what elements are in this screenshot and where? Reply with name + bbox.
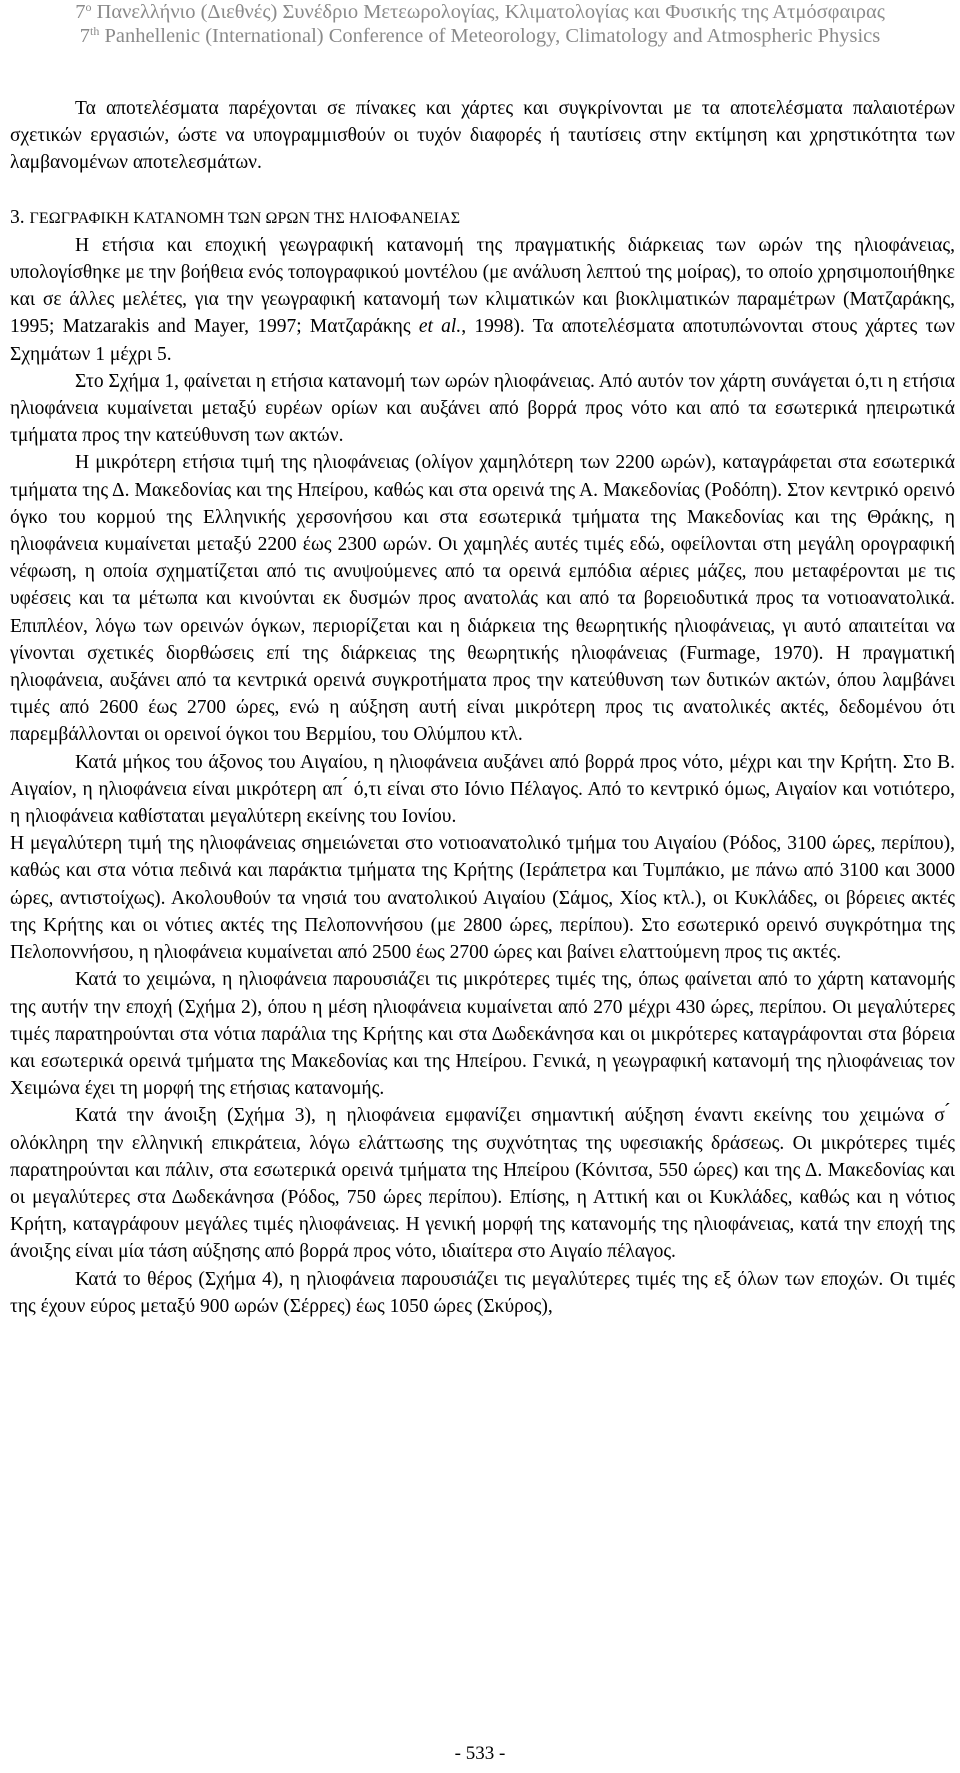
paragraph-spring: Κατά την άνοιξη (Σχήμα 3), η ηλιοφάνεια εμφανίζει σημαντική αύξηση έναντι εκείνης του χειμώνα σ ́ ολόκληρη την ελληνική επικράτεια, λόγω ελάττωσης της συχνότητας της υφεσιακής δράσεως. Οι μικρότερες τιμές παρατηρούνται και πάλιν, στα εσωτερικά ορεινά τμήματα της Ηπείρου (Κόνιτσα, 550 ώρες) και της Δ. Μακεδονίας και οι μεγαλύτερες στα Δωδεκάνησα (Ρόδος, 750 ώρες περίπου). Επίσης, η Αττική και οι Κυκλάδες, καθώς και η νότιος Κρήτη, καταγράφουν μεγάλες τιμές ηλιοφάνειας. Η γενική μορφή της κατανομής της ηλιοφάνειας, κατά την εποχή της άνοιξης είναι μία τάση αύξησης από βορρά προς νότο, ιδιαίτερα στο Αιγαίο πέλαγος. <box>10 1105 955 1263</box>
paragraph-methodology <box>10 232 955 368</box>
paragraph-lowest-values: Η μικρότερη ετήσια τιμή της ηλιοφάνειας (ολίγον χαμηλότερη των 2200 ωρών), καταγράφεται στα εσωτερικά τμήματα της Δ. Μακεδονίας και της Ηπείρου, καθώς και στα ορεινά της Α. Μακεδονίας (Ροδόπη). Στον κεντρικό ορεινό όγκο του κορμού της Ελληνικής χερσονήσου και στα εσωτερικά τμήματα της Μακεδονίας και της Θράκης, η ηλιοφάνεια κυμαίνεται μεταξύ 2200 έως 2300 ωρών. Οι χαμηλές αυτές τιμές εδώ, οφείλονται στη μεγάλη ορογραφική νέφωση, η οποία σχηματίζεται από τις ανυψούμενες από τα ορεινά εμπόδια αέριες μάζες, που μεταφέρονται με τις υφέσεις και τα μέτωπα και κινούνται εκ δυσμών προς ανατολάς και από τα βορειοδυτικά προς τα νοτιοανατολικά. Επιπλέον, λόγω των ορεινών όγκων, περιορίζεται και η διάρκεια της θεωρητικής ηλιοφάνειας, γι αυτό απαιτείται να γίνονται σχετικές διορθώσεις επί της διάρκειας της θεωρητικής ηλιοφάνειας (Furmage, 1970). Η πραγματική ηλιοφάνεια, αυξάνει από τα κεντρικά ορεινά συγκροτήματα προς την κατεύθυνση των δυτικών ακτών, όπου λαμβάνει τιμές από 2600 έως 2700 ώρες, ενώ η αύξηση αυτή είναι μικρότερη προς τις ανατολικές ακτές, δεδομένου ότι παρεμβάλλονται οι ορεινοί όγκοι του Βερμίου, του Ολύμπου κτλ. <box>10 452 955 746</box>
paragraph-highest-values: Η μεγαλύτερη τιμή της ηλιοφάνειας σημειώνεται στο νοτιοανατολικό τμήμα του Αιγαίου (Ρόδος, 3100 ώρες, περίπου), καθώς και στα νότια πεδινά και παράκτια τμήματα της Κρήτης (Ιεράπετρα και Τυμπάκιο, με πάνω από 3100 και 3000 ώρες, αντιστοίχως). Ακολουθούν τα νησιά του ανατολικού Αιγαίου (Σάμος, Χίος κτλ.), οι Κυκλάδες, οι βόρειες ακτές της Κρήτης και οι νότιες ακτές της Πελοποννήσου (με 2800 ώρες, περίπου). Στο εσωτερικό ορεινό συγκρότημα της Πελοποννήσου, η ηλιοφάνεια κυμαίνεται από 2500 έως 2700 ώρες και βαίνει ελαττούμενη προς τις ακτές. <box>10 833 955 964</box>
header-english-ordinal: th <box>90 24 100 38</box>
intro-paragraph: Τα αποτελέσματα παρέχονται σε πίνακες και χάρτες και συγκρίνονται με τα αποτελέσματα παλαιοτέρων σχετικών εργασιών, ώστε να υπογραμμισθούν οι τυχόν διαφορές ή ταυτίσεις στην εκτίμηση και χρηστικότητα των λαμβανομένων αποτελεσμάτων. <box>10 98 955 174</box>
paragraph-methodology-text-end: , 1998). Τα αποτελέσματα αποτυπώνονται στους χάρτες των Σχημάτων 1 μέχρι 5. <box>10 316 955 365</box>
header-greek-title: Πανελλήνιο (Διεθνές) Συνέδριο Μετεωρολογίας, Κλιματολογίας και Φυσικής της Ατμόσφαιρας <box>91 1 885 23</box>
header-greek-number: 7 <box>75 1 86 23</box>
paragraph-aegean-axis: Κατά μήκος του άξονος του Αιγαίου, η ηλιοφάνεια αυξάνει από βορρά προς νότο, μέχρι και την Κρήτη. Στο Β. Αιγαίον, η ηλιοφάνεια είναι μικρότερη απ ́ ό,τι είναι στο Ιόνιο Πέλαγος. Από το κεντρικό όμως, Αιγαίον και νοτιότερο, η ηλιοφάνεια καθίσταται μεγαλύτερη εκείνης του Ιονίου. <box>10 751 955 828</box>
document-body <box>10 95 955 1320</box>
page-number: - 533 - <box>454 1743 506 1764</box>
header-greek-ordinal: ο <box>85 0 92 14</box>
paragraph-methodology-text: Η ετήσια και εποχική γεωγραφική κατανομή της πραγματικής διάρκειας των ωρών της ηλιοφάνειας, υπολογίσθηκε με την βοήθεια ενός τοπογραφικού μοντέλου (με ανάλυση λεπτού της μοίρας), το οποίο χρησιμοποιήθηκε και σε άλλες μελέτες, για την γεωγραφική κατανομή των κλιματικών και βιοκλιματικών παραμέτρων (Ματζαράκης, 1995; Matzarakis and Mayer, 1997; Ματζαράκης <box>10 234 955 338</box>
header-line-greek <box>0 0 960 24</box>
header-english-number: 7 <box>79 25 90 47</box>
header-english-title: Panhellenic (International) Conference of Meteorology, Climatology and Atmospheric Physics <box>99 25 881 47</box>
section-number: 3. <box>10 206 25 228</box>
paragraph-summer: Κατά το θέρος (Σχήμα 4), η ηλιοφάνεια παρουσιάζει τις μεγαλύτερες τιμές της εξ όλων των εποχών. Οι τιμές της έχουν εύρος μεταξύ 900 ωρών (Σέρρες) έως 1050 ώρες (Σκύρος), <box>10 1268 955 1317</box>
section-title: ΓΕΩΓΡΑΦΙΚΗ ΚΑΤΑΝΟΜΗ ΤΩΝ ΩΡΩΝ ΤΗΣ ΗΛΙΟΦΑΝΕΙΑΣ <box>29 209 461 227</box>
et-al-italic: et al. <box>418 316 462 338</box>
paragraph-annual-distribution: Στο Σχήμα 1, φαίνεται η ετήσια κατανομή των ωρών ηλιοφάνειας. Από αυτόν τον χάρτη συνάγεται ό,τι η ετήσια ηλιοφάνεια κυμαίνεται μεταξύ ευρέων ορίων και αυξάνει από βορρά προς νότο και από τα εσωτερικά ηπειρωτικά τμήματα προς την κατεύθυνση των ακτών. <box>10 370 955 447</box>
paragraph-winter: Κατά το χειμώνα, η ηλιοφάνεια παρουσιάζει τις μικρότερες τιμές της, όπως φαίνεται από το χάρτη κατανομής της αυτήν την εποχή (Σχήμα 2), όπου η μέση ηλιοφάνεια κυμαίνεται από 270 μέχρι 430 ώρες, περίπου. Οι μεγαλύτερες τιμές παρατηρούνται στα νότια παράλια της Κρήτης και στα Δωδεκάνησα και οι μικρότερες καταγράφονται στα βόρεια και εσωτερικά ορεινά τμήματα της Μακεδονίας και της Ηπείρου. Γενικά, η γεωγραφική κατανομή της ηλιοφάνειας τον Χειμώνα έχει τη μορφή της ετήσιας κατανομής. <box>10 969 955 1100</box>
section-heading <box>10 204 955 232</box>
header-line-english <box>0 24 960 48</box>
